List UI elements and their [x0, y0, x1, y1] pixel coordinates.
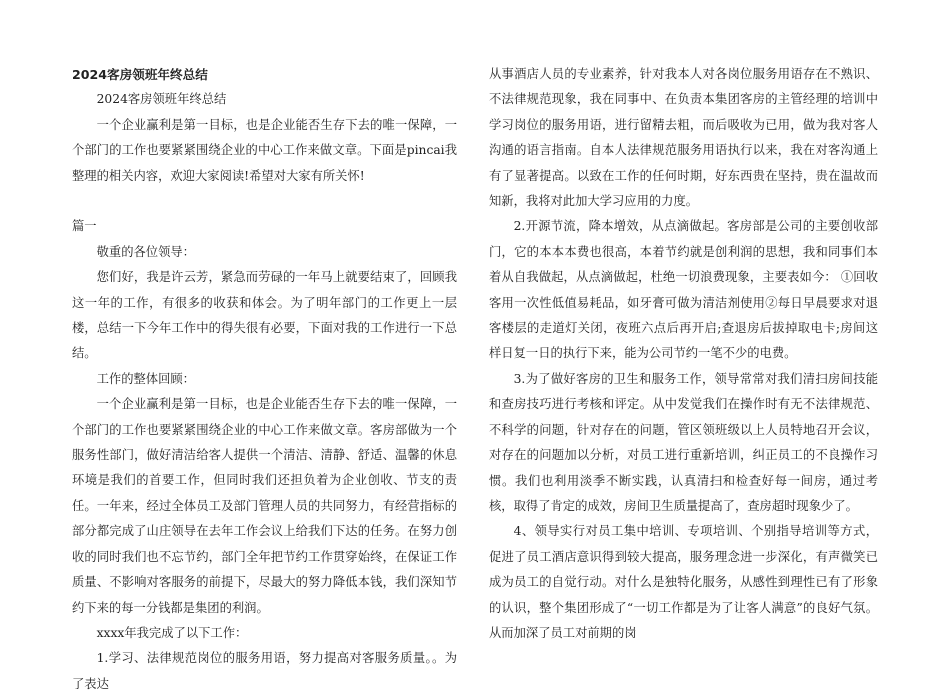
left-column: [72, 62, 457, 697]
paragraph: 您们好，我是许云芳，紧急而劳碌的一年马上就要结束了，回顾我这一年的工作，有很多的收获和体会。为了明年部门的工作更上一层楼，总结一下今年工作中的得失很有必要，下面对我的工作进行一下总结。: [72, 270, 457, 361]
document-title: 2024客房领班年终总结: [72, 67, 208, 82]
list-item: 3.为了做好客房的卫生和服务工作，领导常常对我们清扫房间技能和查房技巧进行考核和评定。从中发觉我们在操作时有无不法律规范、不科学的问题，针对存在的问题，管区领班级以上人员特地召开会议，对存在的问题加以分析，对员工进行重新培训，纠正员工的不良操作习惯。我们也利用淡季不断实践，认真清扫和检查好每一间房，通过考核，取得了肯定的成效，房间卫生质量提高了，查房超时现象少了。: [489, 371, 878, 513]
paragraph: 从事酒店人员的专业素养，针对我本人对各岗位服务用语存在不熟识、不法律规范现象，我在同事中、在负责本集团客房的主管经理的培训中学习岗位的服务用语，进行留精去粗，而后吸收为已用，做为我对客人沟通的语言指南。自本人法律规范服务用语执行以来，我在对客沟通上有了显著提高。以致在工作的任何时期，好东西贵在坚持，贵在温故而知新，我将对此加大学习应用的力度。: [489, 67, 878, 209]
blank-line: [72, 189, 457, 214]
subheading-overview: 工作的整体回顾：: [96, 371, 195, 386]
list-item: 2.开源节流，降本增效，从点滴做起。客房部是公司的主要创收部门，它的本本本费也很高，本着节约就是创利润的思想，我和同事们本着从自我做起，从点滴做起，杜绝一切浪费现象，主要表如今： ①回收客用一次性低值易耗品，如牙膏可做为清洁剂使用②每日早晨要求对退客楼层的走道灯关闭，夜班六点后再开启;查退房后拔掉取电卡;房间这样日复一日的执行下来，能为公司节约一笔不少的电费。: [489, 219, 878, 361]
salutation: 敬重的各位领导：: [96, 244, 195, 259]
right-column: [489, 62, 878, 646]
paragraph: 一个企业赢利是第一目标，也是企业能否生存下去的唯一保障，一个部门的工作也要紧紧围绕企业的中心工作来做文章。客房部做为一个服务性部门，做好清洁给客人提供一个清洁、清静、舒适、温馨的休息环境是我们的首要工作，但同时我们还担负着为企业创收、节支的责任。一年来，经过全体员工及部门管理人员的共同努力，有经营指标的部分都完成了山庄领导在去年工作会议上给我们下达的任务。在努力创收的同时我们也不忘节约，部门全年把节约工作贯穿始终，在保证工作质量、不影响对客服务的前提下，尽最大的努力降低本钱，我们深知节约下来的每一分钱都是集团的利润。: [72, 397, 457, 615]
intro-paragraph: 一个企业赢利是第一目标，也是企业能否生存下去的唯一保障，一个部门的工作也要紧紧围绕企业的中心工作来做文章。下面是pincai我整理的相关内容，欢迎大家阅读!希望对大家有所关怀!: [72, 117, 457, 183]
subtitle: 2024客房领班年终总结: [96, 92, 227, 107]
section-heading: 篇一: [72, 219, 97, 234]
list-item: 1.学习、法律规范岗位的服务用语，努力提高对客服务质量。。为了表达: [72, 651, 457, 691]
list-item: 4、领导实行对员工集中培训、专项培训、个别指导培训等方式，促进了员工酒店意识得到较大提高，服务理念进一步深化，有声微笑已成为员工的自觉行动。对什么是独特化服务，从感性到理性已有了形象的认识，整个集团形成了“一切工作都是为了让客人满意”的良好气氛。从而加深了员工对前期的岗: [489, 524, 878, 640]
subheading-done: xxxx年我完成了以下工作：: [96, 625, 248, 640]
